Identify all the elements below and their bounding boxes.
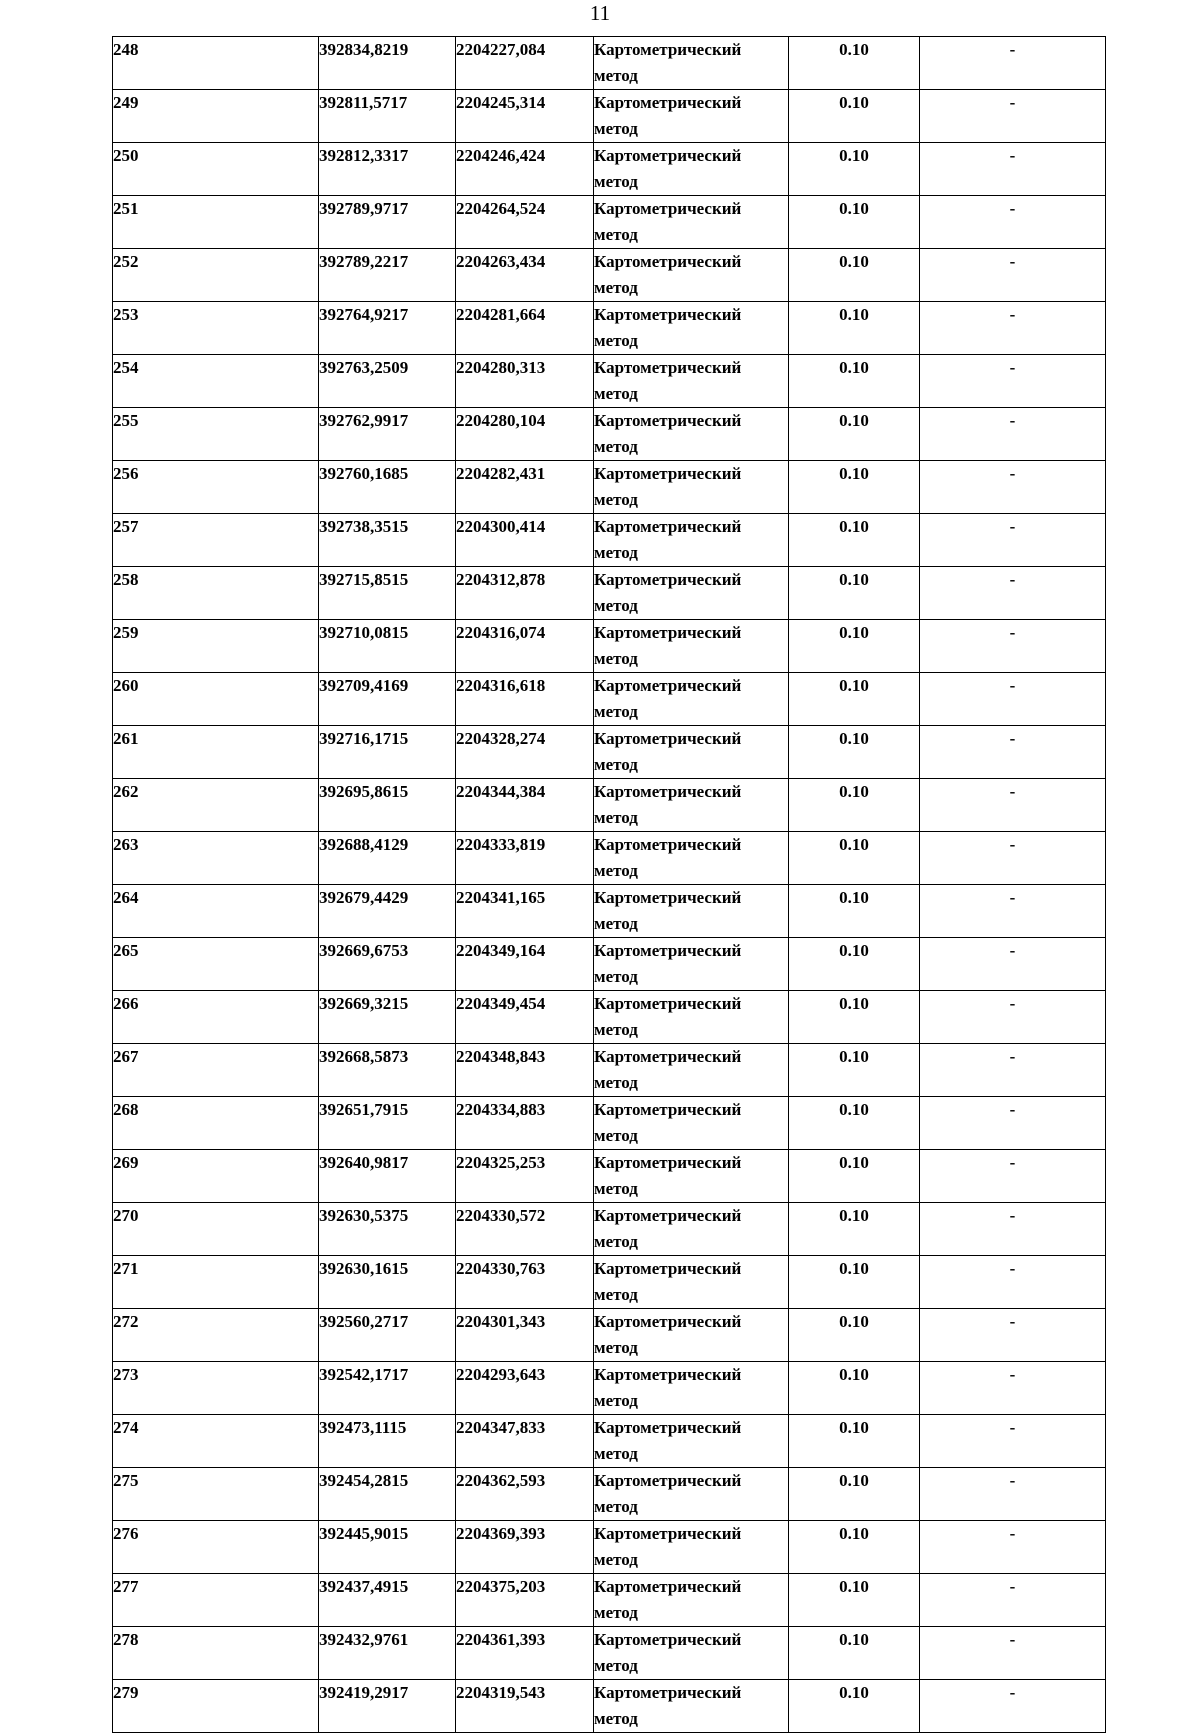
description-cell: - <box>920 249 1106 302</box>
coordinate-x-cell: 392560,2717 <box>319 1309 456 1362</box>
point-number-cell: 277 <box>113 1574 319 1627</box>
coordinate-x-cell: 392630,1615 <box>319 1256 456 1309</box>
point-number-cell: 265 <box>113 938 319 991</box>
point-number-cell: 266 <box>113 991 319 1044</box>
table-row <box>113 37 1106 90</box>
coordinate-y-cell: 2204325,253 <box>456 1150 594 1203</box>
point-number-cell: 274 <box>113 1415 319 1468</box>
table-row <box>113 1362 1106 1415</box>
accuracy-cell: 0.10 <box>789 1627 920 1680</box>
table-row <box>113 1309 1106 1362</box>
description-cell: - <box>920 1415 1106 1468</box>
accuracy-cell: 0.10 <box>789 938 920 991</box>
method-cell: Картометрический метод <box>594 461 789 514</box>
coordinate-y-cell: 2204330,763 <box>456 1256 594 1309</box>
method-cell: Картометрический метод <box>594 408 789 461</box>
table-row <box>113 938 1106 991</box>
description-cell: - <box>920 673 1106 726</box>
coordinate-x-cell: 392715,8515 <box>319 567 456 620</box>
table-row <box>113 143 1106 196</box>
coordinate-y-cell: 2204349,164 <box>456 938 594 991</box>
table-row <box>113 408 1106 461</box>
point-number-cell: 273 <box>113 1362 319 1415</box>
accuracy-cell: 0.10 <box>789 196 920 249</box>
coordinate-y-cell: 2204316,074 <box>456 620 594 673</box>
coordinate-x-cell: 392688,4129 <box>319 832 456 885</box>
coordinate-x-cell: 392695,8615 <box>319 779 456 832</box>
accuracy-cell: 0.10 <box>789 991 920 1044</box>
point-number-cell: 253 <box>113 302 319 355</box>
coordinate-y-cell: 2204319,543 <box>456 1680 594 1733</box>
accuracy-cell: 0.10 <box>789 249 920 302</box>
coordinate-x-cell: 392437,4915 <box>319 1574 456 1627</box>
coordinates-table <box>112 36 1106 1733</box>
method-cell: Картометрический метод <box>594 1044 789 1097</box>
table-row <box>113 991 1106 1044</box>
coordinate-x-cell: 392419,2917 <box>319 1680 456 1733</box>
method-cell: Картометрический метод <box>594 673 789 726</box>
method-cell: Картометрический метод <box>594 1203 789 1256</box>
method-cell: Картометрический метод <box>594 1097 789 1150</box>
description-cell: - <box>920 832 1106 885</box>
method-cell: Картометрический метод <box>594 196 789 249</box>
method-cell: Картометрический метод <box>594 1150 789 1203</box>
method-cell: Картометрический метод <box>594 249 789 302</box>
point-number-cell: 275 <box>113 1468 319 1521</box>
point-number-cell: 256 <box>113 461 319 514</box>
description-cell: - <box>920 567 1106 620</box>
coordinate-x-cell: 392709,4169 <box>319 673 456 726</box>
coordinate-x-cell: 392762,9917 <box>319 408 456 461</box>
table-row <box>113 461 1106 514</box>
table-row <box>113 1627 1106 1680</box>
description-cell: - <box>920 938 1106 991</box>
description-cell: - <box>920 1097 1106 1150</box>
description-cell: - <box>920 143 1106 196</box>
description-cell: - <box>920 1521 1106 1574</box>
method-cell: Картометрический метод <box>594 620 789 673</box>
accuracy-cell: 0.10 <box>789 355 920 408</box>
accuracy-cell: 0.10 <box>789 1415 920 1468</box>
table-row <box>113 1097 1106 1150</box>
coordinate-y-cell: 2204333,819 <box>456 832 594 885</box>
table-row <box>113 1680 1106 1733</box>
point-number-cell: 262 <box>113 779 319 832</box>
description-cell: - <box>920 1627 1106 1680</box>
point-number-cell: 261 <box>113 726 319 779</box>
coordinate-x-cell: 392445,9015 <box>319 1521 456 1574</box>
description-cell: - <box>920 885 1106 938</box>
point-number-cell: 255 <box>113 408 319 461</box>
table-row <box>113 1521 1106 1574</box>
page-number: 11 <box>589 1 611 25</box>
description-cell: - <box>920 1680 1106 1733</box>
point-number-cell: 258 <box>113 567 319 620</box>
point-number-cell: 279 <box>113 1680 319 1733</box>
method-cell: Картометрический метод <box>594 1415 789 1468</box>
description-cell: - <box>920 620 1106 673</box>
method-cell: Картометрический метод <box>594 355 789 408</box>
accuracy-cell: 0.10 <box>789 726 920 779</box>
accuracy-cell: 0.10 <box>789 90 920 143</box>
method-cell: Картометрический метод <box>594 37 789 90</box>
accuracy-cell: 0.10 <box>789 620 920 673</box>
point-number-cell: 268 <box>113 1097 319 1150</box>
description-cell: - <box>920 1309 1106 1362</box>
table-row <box>113 249 1106 302</box>
method-cell: Картометрический метод <box>594 885 789 938</box>
accuracy-cell: 0.10 <box>789 1468 920 1521</box>
description-cell: - <box>920 1574 1106 1627</box>
description-cell: - <box>920 355 1106 408</box>
point-number-cell: 257 <box>113 514 319 567</box>
coordinate-y-cell: 2204245,314 <box>456 90 594 143</box>
table-row <box>113 1044 1106 1097</box>
table-row <box>113 1203 1106 1256</box>
coordinate-x-cell: 392738,3515 <box>319 514 456 567</box>
accuracy-cell: 0.10 <box>789 779 920 832</box>
point-number-cell: 269 <box>113 1150 319 1203</box>
accuracy-cell: 0.10 <box>789 408 920 461</box>
point-number-cell: 254 <box>113 355 319 408</box>
method-cell: Картометрический метод <box>594 302 789 355</box>
coordinate-y-cell: 2204263,434 <box>456 249 594 302</box>
table-row <box>113 673 1106 726</box>
coordinate-x-cell: 392651,7915 <box>319 1097 456 1150</box>
table-row <box>113 726 1106 779</box>
point-number-cell: 249 <box>113 90 319 143</box>
method-cell: Картометрический метод <box>594 143 789 196</box>
table-row <box>113 1574 1106 1627</box>
coordinate-y-cell: 2204348,843 <box>456 1044 594 1097</box>
method-cell: Картометрический метод <box>594 1521 789 1574</box>
coordinate-y-cell: 2204280,313 <box>456 355 594 408</box>
description-cell: - <box>920 90 1106 143</box>
point-number-cell: 251 <box>113 196 319 249</box>
table-row <box>113 196 1106 249</box>
coordinate-y-cell: 2204334,883 <box>456 1097 594 1150</box>
description-cell: - <box>920 1150 1106 1203</box>
method-cell: Картометрический метод <box>594 938 789 991</box>
coordinates-table-body <box>113 37 1106 1733</box>
point-number-cell: 259 <box>113 620 319 673</box>
coordinate-y-cell: 2204316,618 <box>456 673 594 726</box>
coordinate-x-cell: 392669,6753 <box>319 938 456 991</box>
method-cell: Картометрический метод <box>594 514 789 567</box>
method-cell: Картометрический метод <box>594 991 789 1044</box>
table-row <box>113 1150 1106 1203</box>
table-row <box>113 514 1106 567</box>
method-cell: Картометрический метод <box>594 1468 789 1521</box>
coordinate-x-cell: 392454,2815 <box>319 1468 456 1521</box>
point-number-cell: 278 <box>113 1627 319 1680</box>
coordinate-y-cell: 2204362,593 <box>456 1468 594 1521</box>
method-cell: Картометрический метод <box>594 1680 789 1733</box>
point-number-cell: 267 <box>113 1044 319 1097</box>
description-cell: - <box>920 726 1106 779</box>
description-cell: - <box>920 461 1106 514</box>
coordinate-x-cell: 392432,9761 <box>319 1627 456 1680</box>
table-row <box>113 1468 1106 1521</box>
accuracy-cell: 0.10 <box>789 1150 920 1203</box>
method-cell: Картометрический метод <box>594 90 789 143</box>
description-cell: - <box>920 1362 1106 1415</box>
table-row <box>113 1256 1106 1309</box>
description-cell: - <box>920 991 1106 1044</box>
coordinate-x-cell: 392764,9217 <box>319 302 456 355</box>
accuracy-cell: 0.10 <box>789 1256 920 1309</box>
description-cell: - <box>920 514 1106 567</box>
table-row <box>113 90 1106 143</box>
coordinate-x-cell: 392716,1715 <box>319 726 456 779</box>
method-cell: Картометрический метод <box>594 726 789 779</box>
point-number-cell: 250 <box>113 143 319 196</box>
description-cell: - <box>920 37 1106 90</box>
accuracy-cell: 0.10 <box>789 1203 920 1256</box>
method-cell: Картометрический метод <box>594 832 789 885</box>
accuracy-cell: 0.10 <box>789 1044 920 1097</box>
accuracy-cell: 0.10 <box>789 885 920 938</box>
accuracy-cell: 0.10 <box>789 461 920 514</box>
table-row <box>113 832 1106 885</box>
coordinate-y-cell: 2204375,203 <box>456 1574 594 1627</box>
coordinate-y-cell: 2204328,274 <box>456 726 594 779</box>
method-cell: Картометрический метод <box>594 1309 789 1362</box>
accuracy-cell: 0.10 <box>789 832 920 885</box>
accuracy-cell: 0.10 <box>789 1097 920 1150</box>
coordinate-y-cell: 2204330,572 <box>456 1203 594 1256</box>
description-cell: - <box>920 408 1106 461</box>
method-cell: Картометрический метод <box>594 1362 789 1415</box>
accuracy-cell: 0.10 <box>789 1574 920 1627</box>
table-row <box>113 620 1106 673</box>
coordinate-y-cell: 2204344,384 <box>456 779 594 832</box>
coordinate-x-cell: 392640,9817 <box>319 1150 456 1203</box>
coordinate-y-cell: 2204312,878 <box>456 567 594 620</box>
coordinate-y-cell: 2204301,343 <box>456 1309 594 1362</box>
coordinate-y-cell: 2204361,393 <box>456 1627 594 1680</box>
coordinate-y-cell: 2204349,454 <box>456 991 594 1044</box>
table-row <box>113 1415 1106 1468</box>
accuracy-cell: 0.10 <box>789 1680 920 1733</box>
point-number-cell: 271 <box>113 1256 319 1309</box>
coordinate-x-cell: 392789,2217 <box>319 249 456 302</box>
method-cell: Картометрический метод <box>594 1627 789 1680</box>
point-number-cell: 260 <box>113 673 319 726</box>
accuracy-cell: 0.10 <box>789 673 920 726</box>
accuracy-cell: 0.10 <box>789 514 920 567</box>
coordinate-y-cell: 2204280,104 <box>456 408 594 461</box>
coordinate-x-cell: 392669,3215 <box>319 991 456 1044</box>
coordinate-x-cell: 392679,4429 <box>319 885 456 938</box>
table-row <box>113 567 1106 620</box>
coordinate-y-cell: 2204281,664 <box>456 302 594 355</box>
coordinate-y-cell: 2204300,414 <box>456 514 594 567</box>
accuracy-cell: 0.10 <box>789 567 920 620</box>
description-cell: - <box>920 1203 1106 1256</box>
accuracy-cell: 0.10 <box>789 1309 920 1362</box>
table-row <box>113 302 1106 355</box>
description-cell: - <box>920 779 1106 832</box>
coordinate-y-cell: 2204341,165 <box>456 885 594 938</box>
coordinate-y-cell: 2204264,524 <box>456 196 594 249</box>
description-cell: - <box>920 196 1106 249</box>
point-number-cell: 263 <box>113 832 319 885</box>
coordinate-x-cell: 392789,9717 <box>319 196 456 249</box>
method-cell: Картометрический метод <box>594 567 789 620</box>
coordinate-y-cell: 2204227,084 <box>456 37 594 90</box>
coordinate-x-cell: 392812,3317 <box>319 143 456 196</box>
method-cell: Картометрический метод <box>594 779 789 832</box>
coordinate-y-cell: 2204282,431 <box>456 461 594 514</box>
coordinate-x-cell: 392763,2509 <box>319 355 456 408</box>
coordinate-y-cell: 2204369,393 <box>456 1521 594 1574</box>
coordinate-x-cell: 392811,5717 <box>319 90 456 143</box>
coordinate-x-cell: 392473,1115 <box>319 1415 456 1468</box>
coordinate-x-cell: 392542,1717 <box>319 1362 456 1415</box>
table-row <box>113 779 1106 832</box>
accuracy-cell: 0.10 <box>789 37 920 90</box>
method-cell: Картометрический метод <box>594 1574 789 1627</box>
accuracy-cell: 0.10 <box>789 1362 920 1415</box>
coordinate-x-cell: 392668,5873 <box>319 1044 456 1097</box>
point-number-cell: 252 <box>113 249 319 302</box>
coordinate-x-cell: 392760,1685 <box>319 461 456 514</box>
point-number-cell: 270 <box>113 1203 319 1256</box>
accuracy-cell: 0.10 <box>789 143 920 196</box>
table-row <box>113 885 1106 938</box>
table-row <box>113 355 1106 408</box>
description-cell: - <box>920 1256 1106 1309</box>
description-cell: - <box>920 1044 1106 1097</box>
point-number-cell: 272 <box>113 1309 319 1362</box>
point-number-cell: 276 <box>113 1521 319 1574</box>
point-number-cell: 248 <box>113 37 319 90</box>
accuracy-cell: 0.10 <box>789 302 920 355</box>
coordinate-y-cell: 2204246,424 <box>456 143 594 196</box>
accuracy-cell: 0.10 <box>789 1521 920 1574</box>
method-cell: Картометрический метод <box>594 1256 789 1309</box>
description-cell: - <box>920 1468 1106 1521</box>
coordinate-x-cell: 392834,8219 <box>319 37 456 90</box>
point-number-cell: 264 <box>113 885 319 938</box>
coordinate-y-cell: 2204347,833 <box>456 1415 594 1468</box>
coordinate-x-cell: 392630,5375 <box>319 1203 456 1256</box>
description-cell: - <box>920 302 1106 355</box>
coordinate-x-cell: 392710,0815 <box>319 620 456 673</box>
coordinate-y-cell: 2204293,643 <box>456 1362 594 1415</box>
